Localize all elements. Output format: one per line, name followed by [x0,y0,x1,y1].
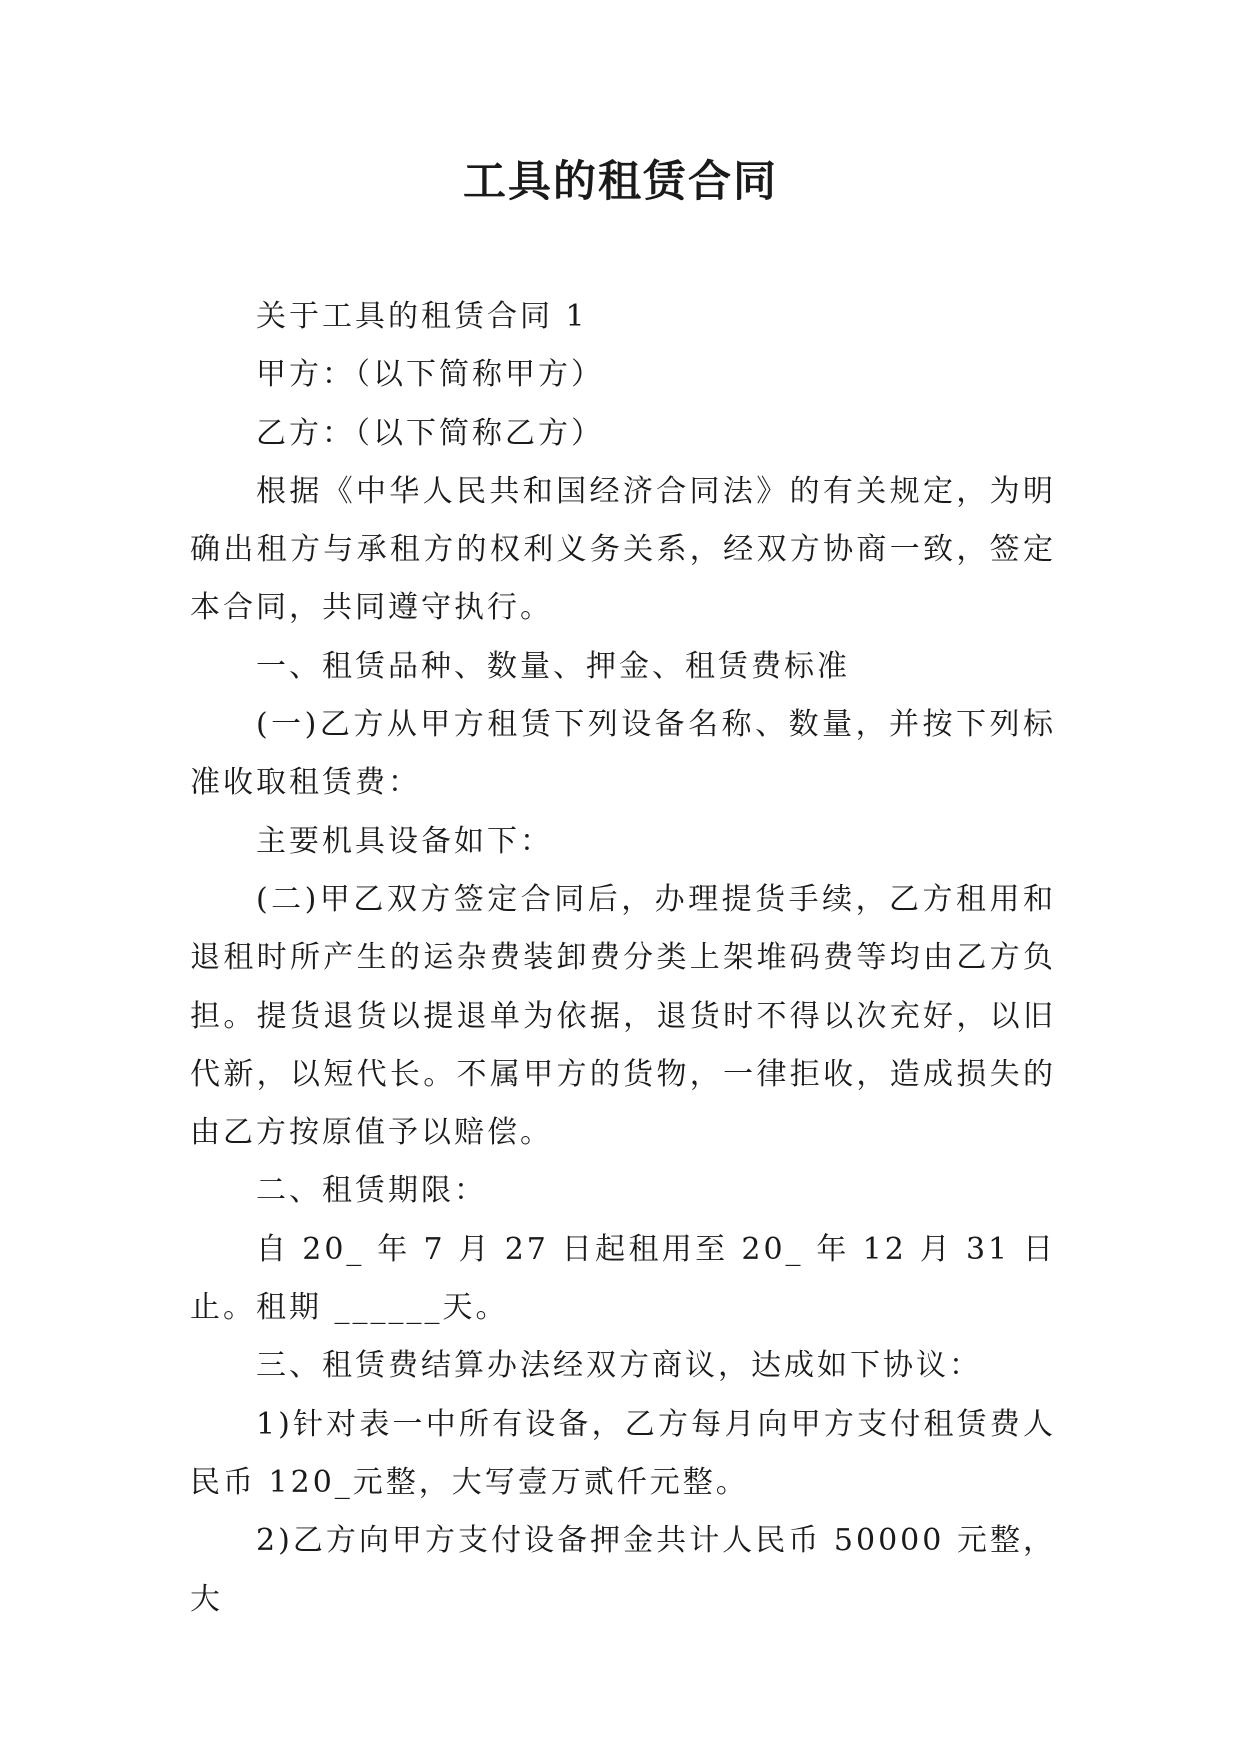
paragraph-clause-1-2: (二)甲乙双方签定合同后，办理提货手续，乙方租用和退租时所产生的运杂费装卸费分类上架堆码费等均由乙方负担。提货退货以提退单为依据，退货时不得以次充好，以旧代新，以短代长。不属甲方的货物，一律拒收，造成损失的由乙方按原值予以赔偿。 [190,881,1056,1151]
paragraph-party-a: 甲方：（以下简称甲方） [256,357,604,393]
paragraph-party-b: 乙方：（以下简称乙方） [256,415,604,451]
paragraph-equipment: 主要机具设备如下： [256,823,553,859]
document-title: 工具的租赁合同 [463,157,778,207]
section-heading-1: 一、租赁品种、数量、押金、租赁费标准 [256,648,850,684]
document-body [190,288,1056,1629]
paragraph-payment-1: 1)针对表一中所有设备，乙方每月向甲方支付租赁费人民币 120_元整，大写壹万贰仟元整。 [190,1406,1056,1500]
section-heading-3: 三、租赁费结算办法经双方商议，达成如下协议： [256,1348,982,1384]
paragraph-preamble: 根据《中华人民共和国经济合同法》的有关规定，为明确出租方与承租方的权利义务关系，经双方协商一致，签定本合同，共同遵守执行。 [190,473,1056,626]
paragraph-heading: 关于工具的租赁合同 1 [256,299,588,334]
paragraph-clause-1-1: (一)乙方从甲方租赁下列设备名称、数量，并按下列标准收取租赁费： [190,707,1056,801]
section-heading-2: 二、租赁期限： [256,1173,487,1209]
paragraph-payment-2: 2)乙方向甲方支付设备押金共计人民币 50000 元整，大 [190,1523,1056,1617]
paragraph-lease-term: 自 20_ 年 7 月 27 日起租用至 20_ 年 12 月 31 日止。租期 ______天。 [190,1231,1056,1326]
